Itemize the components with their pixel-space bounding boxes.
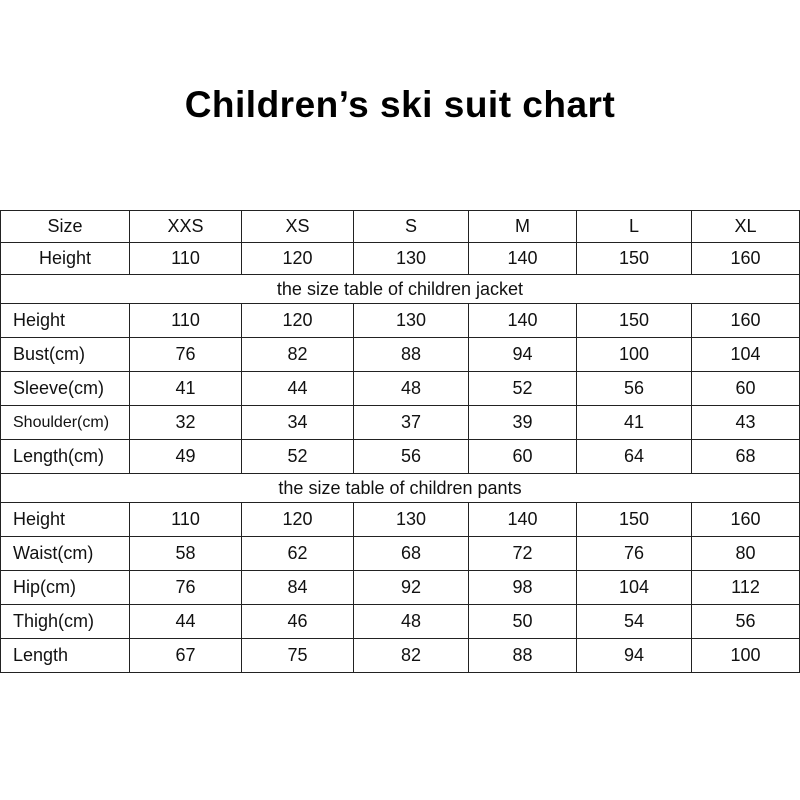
table-row bbox=[1, 406, 800, 440]
row-label: Length bbox=[1, 639, 130, 673]
table-cell: 150 bbox=[577, 503, 692, 537]
size-header-cell: M bbox=[469, 211, 577, 243]
table-cell: 112 bbox=[692, 571, 800, 605]
table-row bbox=[1, 440, 800, 474]
table-cell: 130 bbox=[354, 503, 469, 537]
table-cell: 84 bbox=[242, 571, 354, 605]
table-cell: 160 bbox=[692, 243, 800, 275]
table-cell: 48 bbox=[354, 605, 469, 639]
table-cell: 140 bbox=[469, 243, 577, 275]
row-label: Bust(cm) bbox=[1, 338, 130, 372]
table-cell: 44 bbox=[130, 605, 242, 639]
table-cell: 76 bbox=[577, 537, 692, 571]
table-cell: 52 bbox=[469, 372, 577, 406]
table-row bbox=[1, 372, 800, 406]
table-cell: 34 bbox=[242, 406, 354, 440]
table-cell: 56 bbox=[577, 372, 692, 406]
table-cell: 60 bbox=[692, 372, 800, 406]
table-cell: 46 bbox=[242, 605, 354, 639]
table-row bbox=[1, 304, 800, 338]
table-cell: 68 bbox=[692, 440, 800, 474]
row-label: Height bbox=[1, 503, 130, 537]
table-cell: 110 bbox=[130, 503, 242, 537]
table-cell: 32 bbox=[130, 406, 242, 440]
size-header-row bbox=[1, 211, 800, 243]
table-cell: 41 bbox=[577, 406, 692, 440]
size-header-cell: XL bbox=[692, 211, 800, 243]
table-cell: 56 bbox=[692, 605, 800, 639]
table-cell: 67 bbox=[130, 639, 242, 673]
jacket-section-caption: the size table of children jacket bbox=[1, 275, 800, 304]
table-cell: 120 bbox=[242, 503, 354, 537]
table-cell: 88 bbox=[354, 338, 469, 372]
table-cell: 92 bbox=[354, 571, 469, 605]
table-cell: 75 bbox=[242, 639, 354, 673]
table-cell: 52 bbox=[242, 440, 354, 474]
pants-section-caption: the size table of children pants bbox=[1, 474, 800, 503]
table-cell: 130 bbox=[354, 243, 469, 275]
table-cell: 80 bbox=[692, 537, 800, 571]
table-cell: 48 bbox=[354, 372, 469, 406]
table-cell: 58 bbox=[130, 537, 242, 571]
table-row bbox=[1, 571, 800, 605]
table-cell: 98 bbox=[469, 571, 577, 605]
table-row bbox=[1, 338, 800, 372]
table-cell: 60 bbox=[469, 440, 577, 474]
size-header-cell: S bbox=[354, 211, 469, 243]
table-cell: 94 bbox=[469, 338, 577, 372]
height-row bbox=[1, 243, 800, 275]
table-cell: 49 bbox=[130, 440, 242, 474]
table-cell: 160 bbox=[692, 503, 800, 537]
table-cell: 130 bbox=[354, 304, 469, 338]
table-row bbox=[1, 639, 800, 673]
row-label: Height bbox=[1, 304, 130, 338]
table-cell: 82 bbox=[354, 639, 469, 673]
table-cell: 76 bbox=[130, 571, 242, 605]
table-cell: 88 bbox=[469, 639, 577, 673]
pants-section-row bbox=[1, 474, 800, 503]
row-label: Waist(cm) bbox=[1, 537, 130, 571]
table-cell: 44 bbox=[242, 372, 354, 406]
table-cell: 140 bbox=[469, 304, 577, 338]
table-row bbox=[1, 605, 800, 639]
size-header-cell: L bbox=[577, 211, 692, 243]
row-label: Hip(cm) bbox=[1, 571, 130, 605]
table-cell: 54 bbox=[577, 605, 692, 639]
table-row bbox=[1, 537, 800, 571]
table-cell: 39 bbox=[469, 406, 577, 440]
table-cell: 43 bbox=[692, 406, 800, 440]
size-header-label: Size bbox=[1, 211, 130, 243]
table-cell: 62 bbox=[242, 537, 354, 571]
table-cell: 94 bbox=[577, 639, 692, 673]
table-cell: 150 bbox=[577, 304, 692, 338]
row-label: Shoulder(cm) bbox=[1, 406, 130, 440]
table-cell: 64 bbox=[577, 440, 692, 474]
row-label: Sleeve(cm) bbox=[1, 372, 130, 406]
table-cell: 82 bbox=[242, 338, 354, 372]
table-cell: 120 bbox=[242, 243, 354, 275]
table-cell: 110 bbox=[130, 243, 242, 275]
table-cell: 68 bbox=[354, 537, 469, 571]
table-cell: 120 bbox=[242, 304, 354, 338]
table-cell: 104 bbox=[577, 571, 692, 605]
table-cell: 100 bbox=[692, 639, 800, 673]
table-row bbox=[1, 503, 800, 537]
row-label: Thigh(cm) bbox=[1, 605, 130, 639]
table-cell: 110 bbox=[130, 304, 242, 338]
table-cell: 140 bbox=[469, 503, 577, 537]
table-cell: 56 bbox=[354, 440, 469, 474]
table-cell: 160 bbox=[692, 304, 800, 338]
row-label: Height bbox=[1, 243, 130, 275]
table-cell: 72 bbox=[469, 537, 577, 571]
size-header-cell: XS bbox=[242, 211, 354, 243]
size-chart-table bbox=[0, 210, 800, 673]
chart-title: Children’s ski suit chart bbox=[184, 84, 616, 125]
table-cell: 37 bbox=[354, 406, 469, 440]
row-label: Length(cm) bbox=[1, 440, 130, 474]
table-cell: 76 bbox=[130, 338, 242, 372]
table-cell: 104 bbox=[692, 338, 800, 372]
jacket-section-row bbox=[1, 275, 800, 304]
table-cell: 150 bbox=[577, 243, 692, 275]
size-header-cell: XXS bbox=[130, 211, 242, 243]
table-cell: 41 bbox=[130, 372, 242, 406]
table-cell: 100 bbox=[577, 338, 692, 372]
table-cell: 50 bbox=[469, 605, 577, 639]
